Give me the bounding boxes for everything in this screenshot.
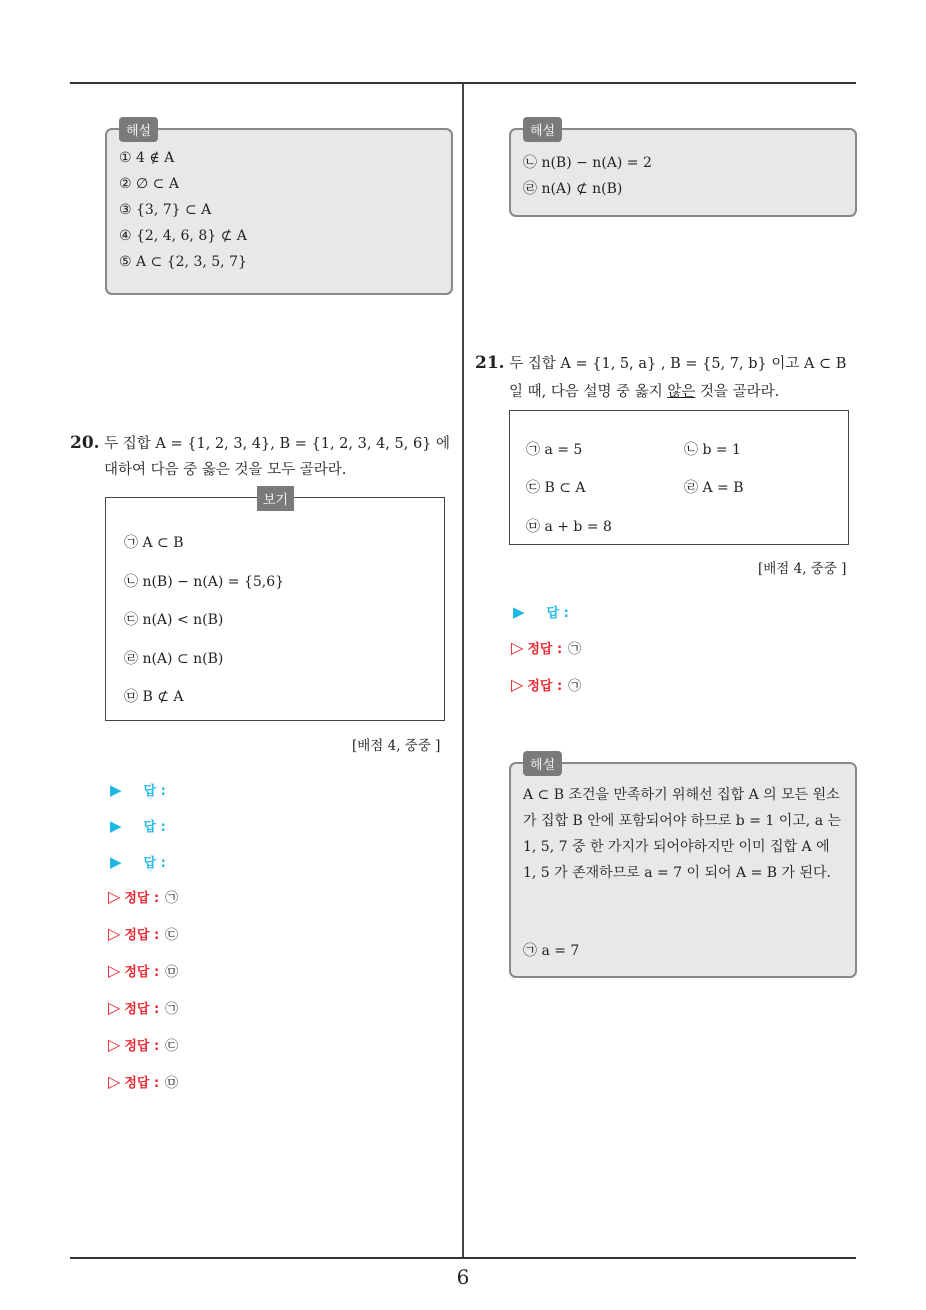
- triangle-outline-icon: ▷: [511, 675, 524, 694]
- box-item: ㉣ A = B: [684, 480, 744, 496]
- play-icon: ▶: [110, 781, 122, 799]
- solution-box-q21: [509, 758, 857, 978]
- solution-box-q19: [105, 124, 453, 295]
- solution-line: ㉠ a = 7: [523, 943, 580, 959]
- triangle-outline-icon: ▷: [108, 924, 121, 943]
- box-item: ㉤ a + b = 8: [526, 519, 612, 535]
- answer-prompt[interactable]: ▶ 답 :: [110, 817, 166, 835]
- box-item: ㉢ n(A) < n(B): [124, 612, 224, 628]
- answer-key: ▷ 정답 : ㉤: [108, 961, 179, 980]
- box-item: ㉠ a = 5: [526, 442, 583, 458]
- solution-tag: 해설: [523, 751, 562, 776]
- page-number: 6: [456, 1265, 470, 1289]
- play-icon: ▶: [513, 603, 525, 621]
- answer-key: ▷ 정답 : ㉤: [108, 1072, 179, 1091]
- solution-line: ③ {3, 7} ⊂ A: [119, 202, 212, 218]
- score-label: [배점 4, 중중 ]: [352, 738, 441, 754]
- question-number: 21.: [475, 353, 505, 373]
- answer-key: ▷ 정답 : ㉠: [511, 675, 582, 694]
- answer-key: ▷ 정답 : ㉢: [108, 1035, 179, 1054]
- answer-prompt[interactable]: ▶ 답 :: [110, 781, 166, 799]
- solution-text: A ⊂ B 조건을 만족하기 위해선 집합 A 의 모든 원소가 집합 B 안에 포함되어야 하므로 b = 1 이고, a 는 1, 5, 7 중 한 가지가 되어야하지만 이미 집합 A 에 1, 5 가 존재하므로 a = 7 이 되어 A = B 가 된다.: [523, 787, 842, 881]
- solution-line: ⑤ A ⊂ {2, 3, 5, 7}: [119, 254, 247, 270]
- solution-tag: 해설: [119, 117, 158, 142]
- triangle-outline-icon: ▷: [108, 887, 121, 906]
- solution-line: ① 4 ∉ A: [119, 150, 175, 166]
- question-text: 두 집합 A = {1, 5, a} , B = {5, 7, b} 이고 A ⊂ B: [509, 356, 847, 372]
- answer-key: ▷ 정답 : ㉢: [108, 924, 179, 943]
- answer-prompt[interactable]: ▶ 답 :: [513, 603, 569, 621]
- play-icon: ▶: [110, 853, 122, 871]
- score-label: [배점 4, 중중 ]: [758, 561, 847, 577]
- play-icon: ▶: [110, 817, 122, 835]
- box-item: ㉡ n(B) − n(A) = {5,6}: [124, 574, 285, 590]
- box-item: ㉠ A ⊂ B: [124, 535, 184, 551]
- box-item: ㉣ n(A) ⊂ n(B): [124, 651, 224, 667]
- question-20-line1: [70, 432, 450, 453]
- solution-tag: 해설: [523, 117, 562, 142]
- solution-line: ④ {2, 4, 6, 8} ⊄ A: [119, 228, 247, 244]
- column-divider: [462, 83, 464, 1258]
- question-21-line2: 일 때, 다음 설명 중 옳지 않은 것을 골라라.: [509, 384, 780, 400]
- solution-box-q19-cont: [509, 124, 857, 217]
- answer-key: ▷ 정답 : ㉠: [511, 638, 582, 657]
- triangle-outline-icon: ▷: [108, 961, 121, 980]
- box-item: ㉡ b = 1: [684, 442, 741, 458]
- solution-line: ㉣ n(A) ⊄ n(B): [523, 181, 623, 197]
- triangle-outline-icon: ▷: [511, 638, 524, 657]
- box-tag: 보기: [257, 486, 294, 511]
- answer-key: ▷ 정답 : ㉠: [108, 998, 179, 1017]
- answer-key: ▷ 정답 : ㉠: [108, 887, 179, 906]
- question-20-line2: 대하여 다음 중 옳은 것을 모두 골라라.: [104, 462, 347, 478]
- answer-prompt[interactable]: ▶ 답 :: [110, 853, 166, 871]
- bottom-rule: [70, 1257, 856, 1259]
- solution-line: ② ∅ ⊂ A: [119, 176, 179, 192]
- example-box-q20: [105, 493, 445, 721]
- triangle-outline-icon: ▷: [108, 1035, 121, 1054]
- triangle-outline-icon: ▷: [108, 1072, 121, 1091]
- box-item: ㉢ B ⊂ A: [526, 480, 586, 496]
- question-21-line1: [475, 352, 846, 373]
- solution-line: ㉡ n(B) − n(A) = 2: [523, 155, 652, 171]
- question-number: 20.: [70, 433, 100, 453]
- question-text: 두 집합 A = {1, 2, 3, 4}, B = {1, 2, 3, 4, 5, 6} 에: [104, 436, 451, 452]
- triangle-outline-icon: ▷: [108, 998, 121, 1017]
- example-box-q21: [509, 410, 849, 545]
- box-item: ㉤ B ⊄ A: [124, 689, 184, 705]
- underlined-word: 않은: [667, 384, 696, 400]
